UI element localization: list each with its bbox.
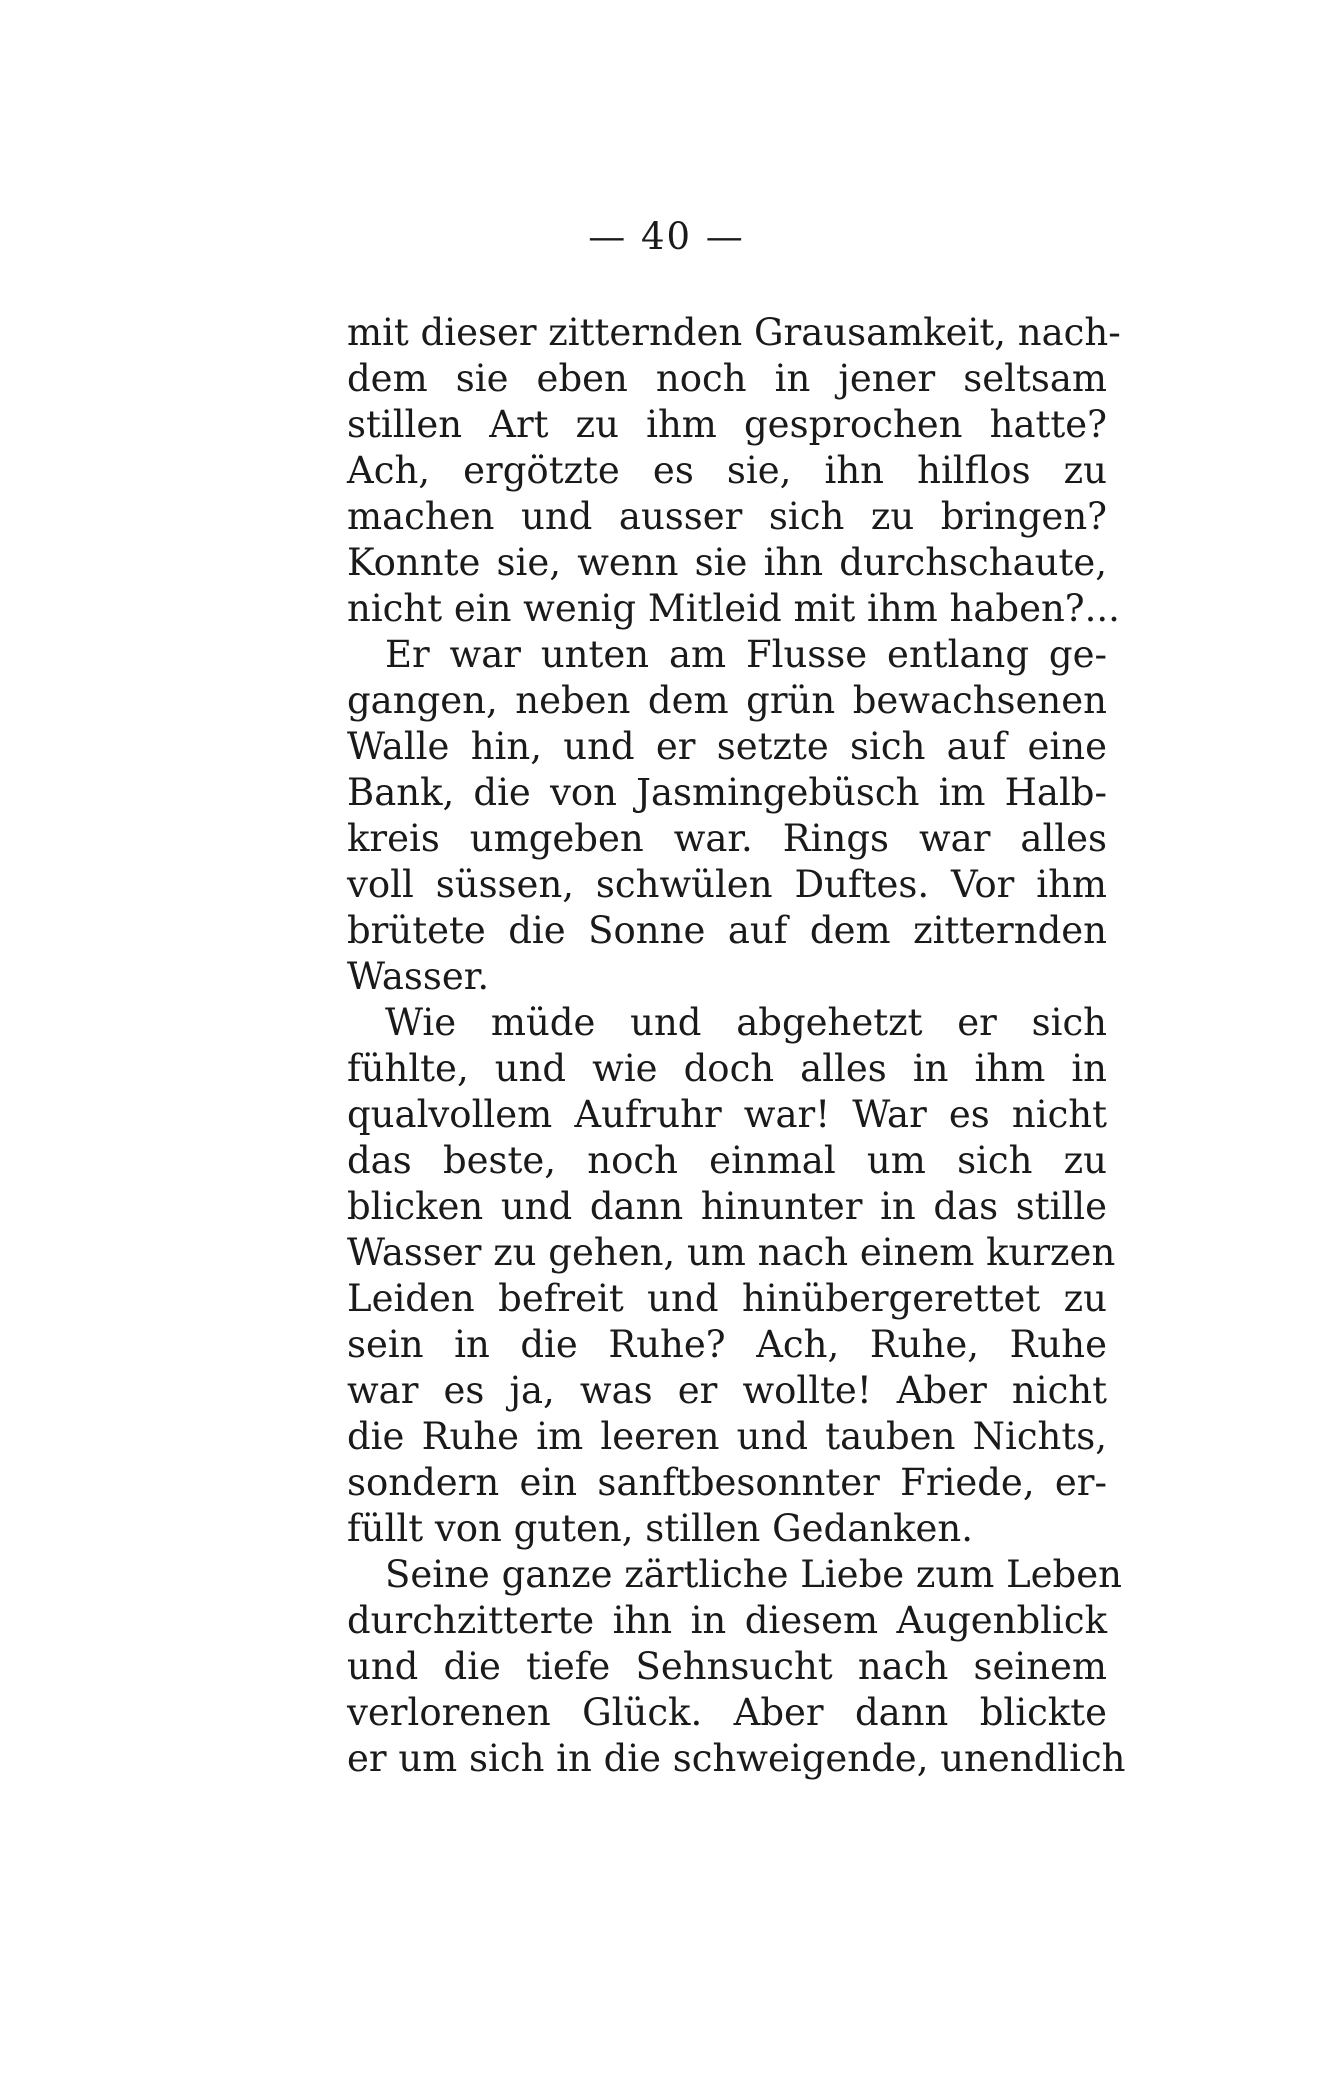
text-line: war es ja, was er wollte! Aber nicht bbox=[347, 1369, 1107, 1412]
text-line: die Ruhe im leeren und tauben Nichts, bbox=[347, 1415, 1107, 1458]
text-line: gangen, neben dem grün bewachsenen bbox=[347, 679, 1107, 722]
text-line: und die tiefe Sehnsucht nach seinem bbox=[347, 1645, 1107, 1688]
text-line: fühlte, und wie doch alles in ihm in bbox=[347, 1047, 1107, 1090]
text-line: Bank, die von Jasmingebüsch im Halb- bbox=[347, 771, 1107, 814]
text-line: nicht ein wenig Mitleid mit ihm haben?... bbox=[347, 587, 1120, 630]
text-line: sein in die Ruhe? Ach, Ruhe, Ruhe bbox=[347, 1323, 1107, 1366]
text-line: brütete die Sonne auf dem zitternden bbox=[347, 909, 1107, 952]
text-line: qualvollem Aufruhr war! War es nicht bbox=[347, 1093, 1107, 1136]
text-line: Walle hin, und er setzte sich auf eine bbox=[347, 725, 1107, 768]
text-line: sondern ein sanftbesonnter Friede, er- bbox=[347, 1461, 1107, 1504]
text-line: er um sich in die schweigende, unendlich bbox=[347, 1737, 1126, 1780]
text-line: kreis umgeben war. Rings war alles bbox=[347, 817, 1107, 860]
text-line: dem sie eben noch in jener seltsam bbox=[347, 357, 1107, 400]
text-line: blicken und dann hinunter in das stille bbox=[347, 1185, 1107, 1228]
text-line: Er war unten am Flusse entlang ge- bbox=[385, 633, 1107, 676]
text-line: Wasser zu gehen, um nach einem kurzen bbox=[347, 1231, 1116, 1274]
text-line: stillen Art zu ihm gesprochen hatte? bbox=[347, 403, 1107, 446]
body-text bbox=[347, 310, 1126, 1782]
text-line: voll süssen, schwülen Duftes. Vor ihm bbox=[347, 863, 1107, 906]
text-line: Wasser. bbox=[347, 955, 490, 998]
text-line: Ach, ergötzte es sie, ihn hilflos zu bbox=[347, 449, 1107, 492]
text-line: Seine ganze zärtliche Liebe zum Leben bbox=[385, 1553, 1122, 1596]
text-line: füllt von guten, stillen Gedanken. bbox=[347, 1507, 974, 1550]
text-line: verlorenen Glück. Aber dann blickte bbox=[347, 1691, 1107, 1734]
text-line: das beste, noch einmal um sich zu bbox=[347, 1139, 1107, 1182]
text-line: machen und ausser sich zu bringen? bbox=[347, 495, 1107, 538]
page-number: — 40 — bbox=[588, 215, 745, 258]
text-line: durchzitterte ihn in diesem Augenblick bbox=[347, 1599, 1107, 1642]
text-line: mit dieser zitternden Grausamkeit, nach- bbox=[347, 311, 1121, 354]
text-line: Leiden befreit und hinübergerettet zu bbox=[347, 1277, 1107, 1320]
text-line: Wie müde und abgehetzt er sich bbox=[385, 1001, 1107, 1044]
text-line: Konnte sie, wenn sie ihn durchschaute, bbox=[347, 541, 1107, 584]
